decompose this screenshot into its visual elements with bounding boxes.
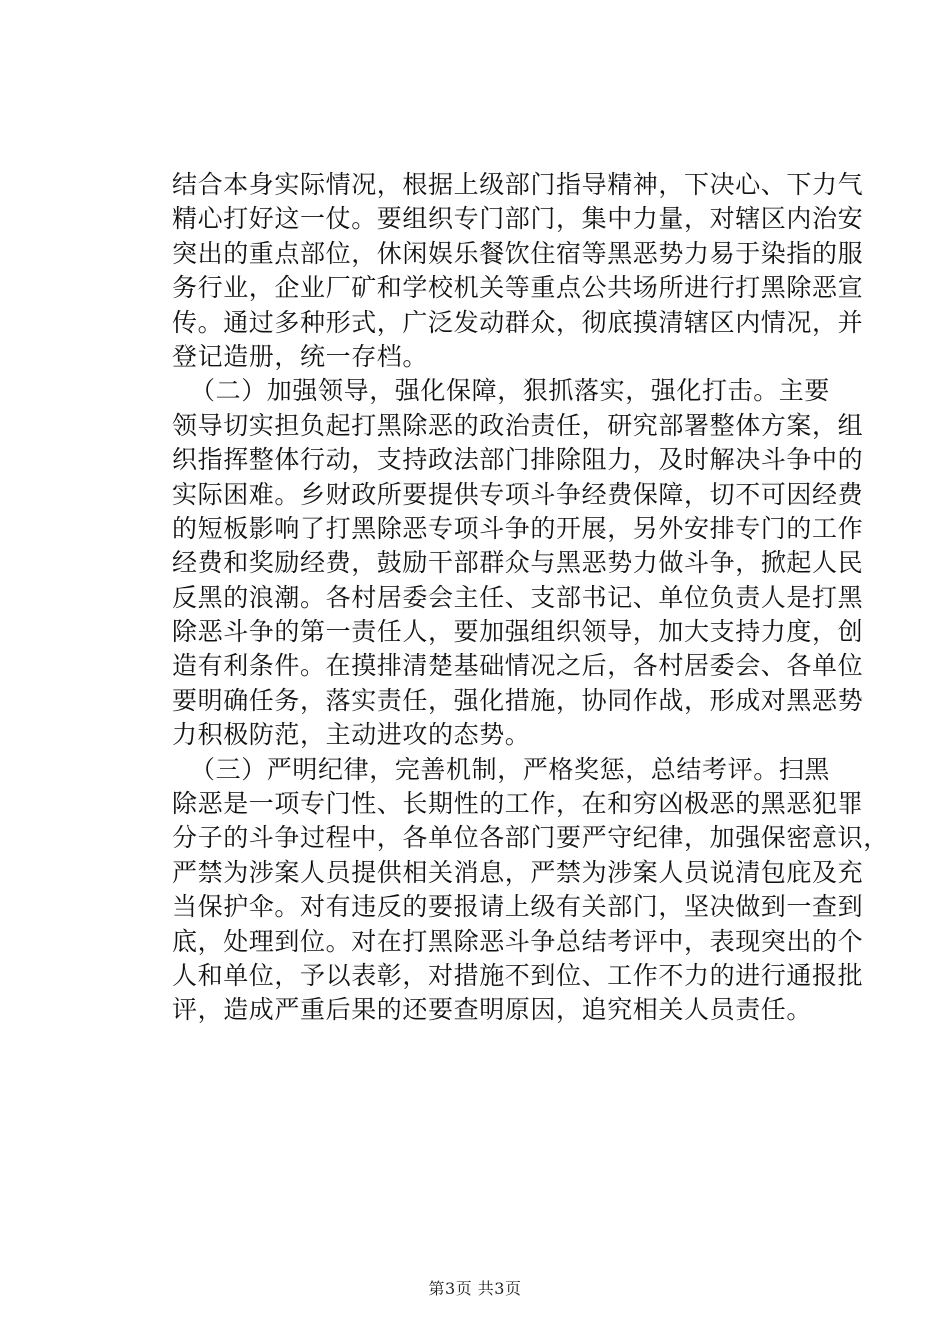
text-line: 力积极防范，主动进攻的态势。	[172, 720, 531, 750]
text-line: 精心打好这一仗。要组织专门部门，集中力量，对辖区内治安	[172, 204, 864, 234]
text-line: 要明确任务，落实责任，强化措施，协同作战，形成对黑恶势	[172, 685, 864, 715]
text-line: 底，处理到位。对在打黑除恶斗争总结考评中，表现突出的个	[172, 926, 864, 956]
text-line: 人和单位，予以表彰，对措施不到位、工作不力的进行通报批	[172, 960, 864, 990]
text-line: 实际困难。乡财政所要提供专项斗争经费保障，切不可因经费	[172, 479, 864, 509]
text-line: 评，造成严重后果的还要查明原因，追究相关人员责任。	[172, 995, 813, 1025]
text-line: 领导切实担负起打黑除恶的政治责任，研究部署整体方案，组	[172, 410, 864, 440]
text-line: 严禁为涉案人员提供相关消息，严禁为涉案人员说清包庇及充	[172, 857, 864, 887]
text-line: 分子的斗争过程中，各单位各部门要严守纪律，加强保密意识，	[172, 823, 889, 853]
text-line: 反黑的浪潮。各村居委会主任、支部书记、单位负责人是打黑	[172, 582, 864, 612]
text-line: 突出的重点部位，休闲娱乐餐饮住宿等黑恶势力易于染指的服	[172, 238, 864, 268]
paragraph-heading-line: （三）严明纪律，完善机制，严格奖惩，总结考评。扫黑	[190, 754, 831, 784]
document-body	[172, 168, 889, 1028]
text-line: 除恶是一项专门性、长期性的工作，在和穷凶极恶的黑恶犯罪	[172, 789, 864, 819]
text-line: 织指挥整体行动，支持政法部门排除阻力，及时解决斗争中的	[172, 445, 864, 475]
text-line: 传。通过多种形式，广泛发动群众，彻底摸清辖区内情况，并	[172, 307, 864, 337]
paragraph-heading-line: （二）加强领导，强化保障，狠抓落实，强化打击。主要	[190, 376, 831, 406]
page-number-footer: 第3页 共3页	[428, 1279, 522, 1298]
text-line: 经费和奖励经费，鼓励干部群众与黑恶势力做斗争，掀起人民	[172, 548, 864, 578]
text-line: 的短板影响了打黑除恶专项斗争的开展，另外安排专门的工作	[172, 513, 864, 543]
text-line: 结合本身实际情况，根据上级部门指导精神，下决心、下力气	[172, 170, 864, 199]
text-line: 当保护伞。对有违反的要报请上级有关部门，坚决做到一查到	[172, 892, 864, 922]
text-line: 登记造册，统一存档。	[172, 341, 429, 371]
text-line: 造有利条件。在摸排清楚基础情况之后，各村居委会、各单位	[172, 651, 864, 681]
text-line: 务行业，企业厂矿和学校机关等重点公共场所进行打黑除恶宣	[172, 273, 864, 303]
text-line: 除恶斗争的第一责任人，要加强组织领导，加大支持力度，创	[172, 617, 864, 647]
